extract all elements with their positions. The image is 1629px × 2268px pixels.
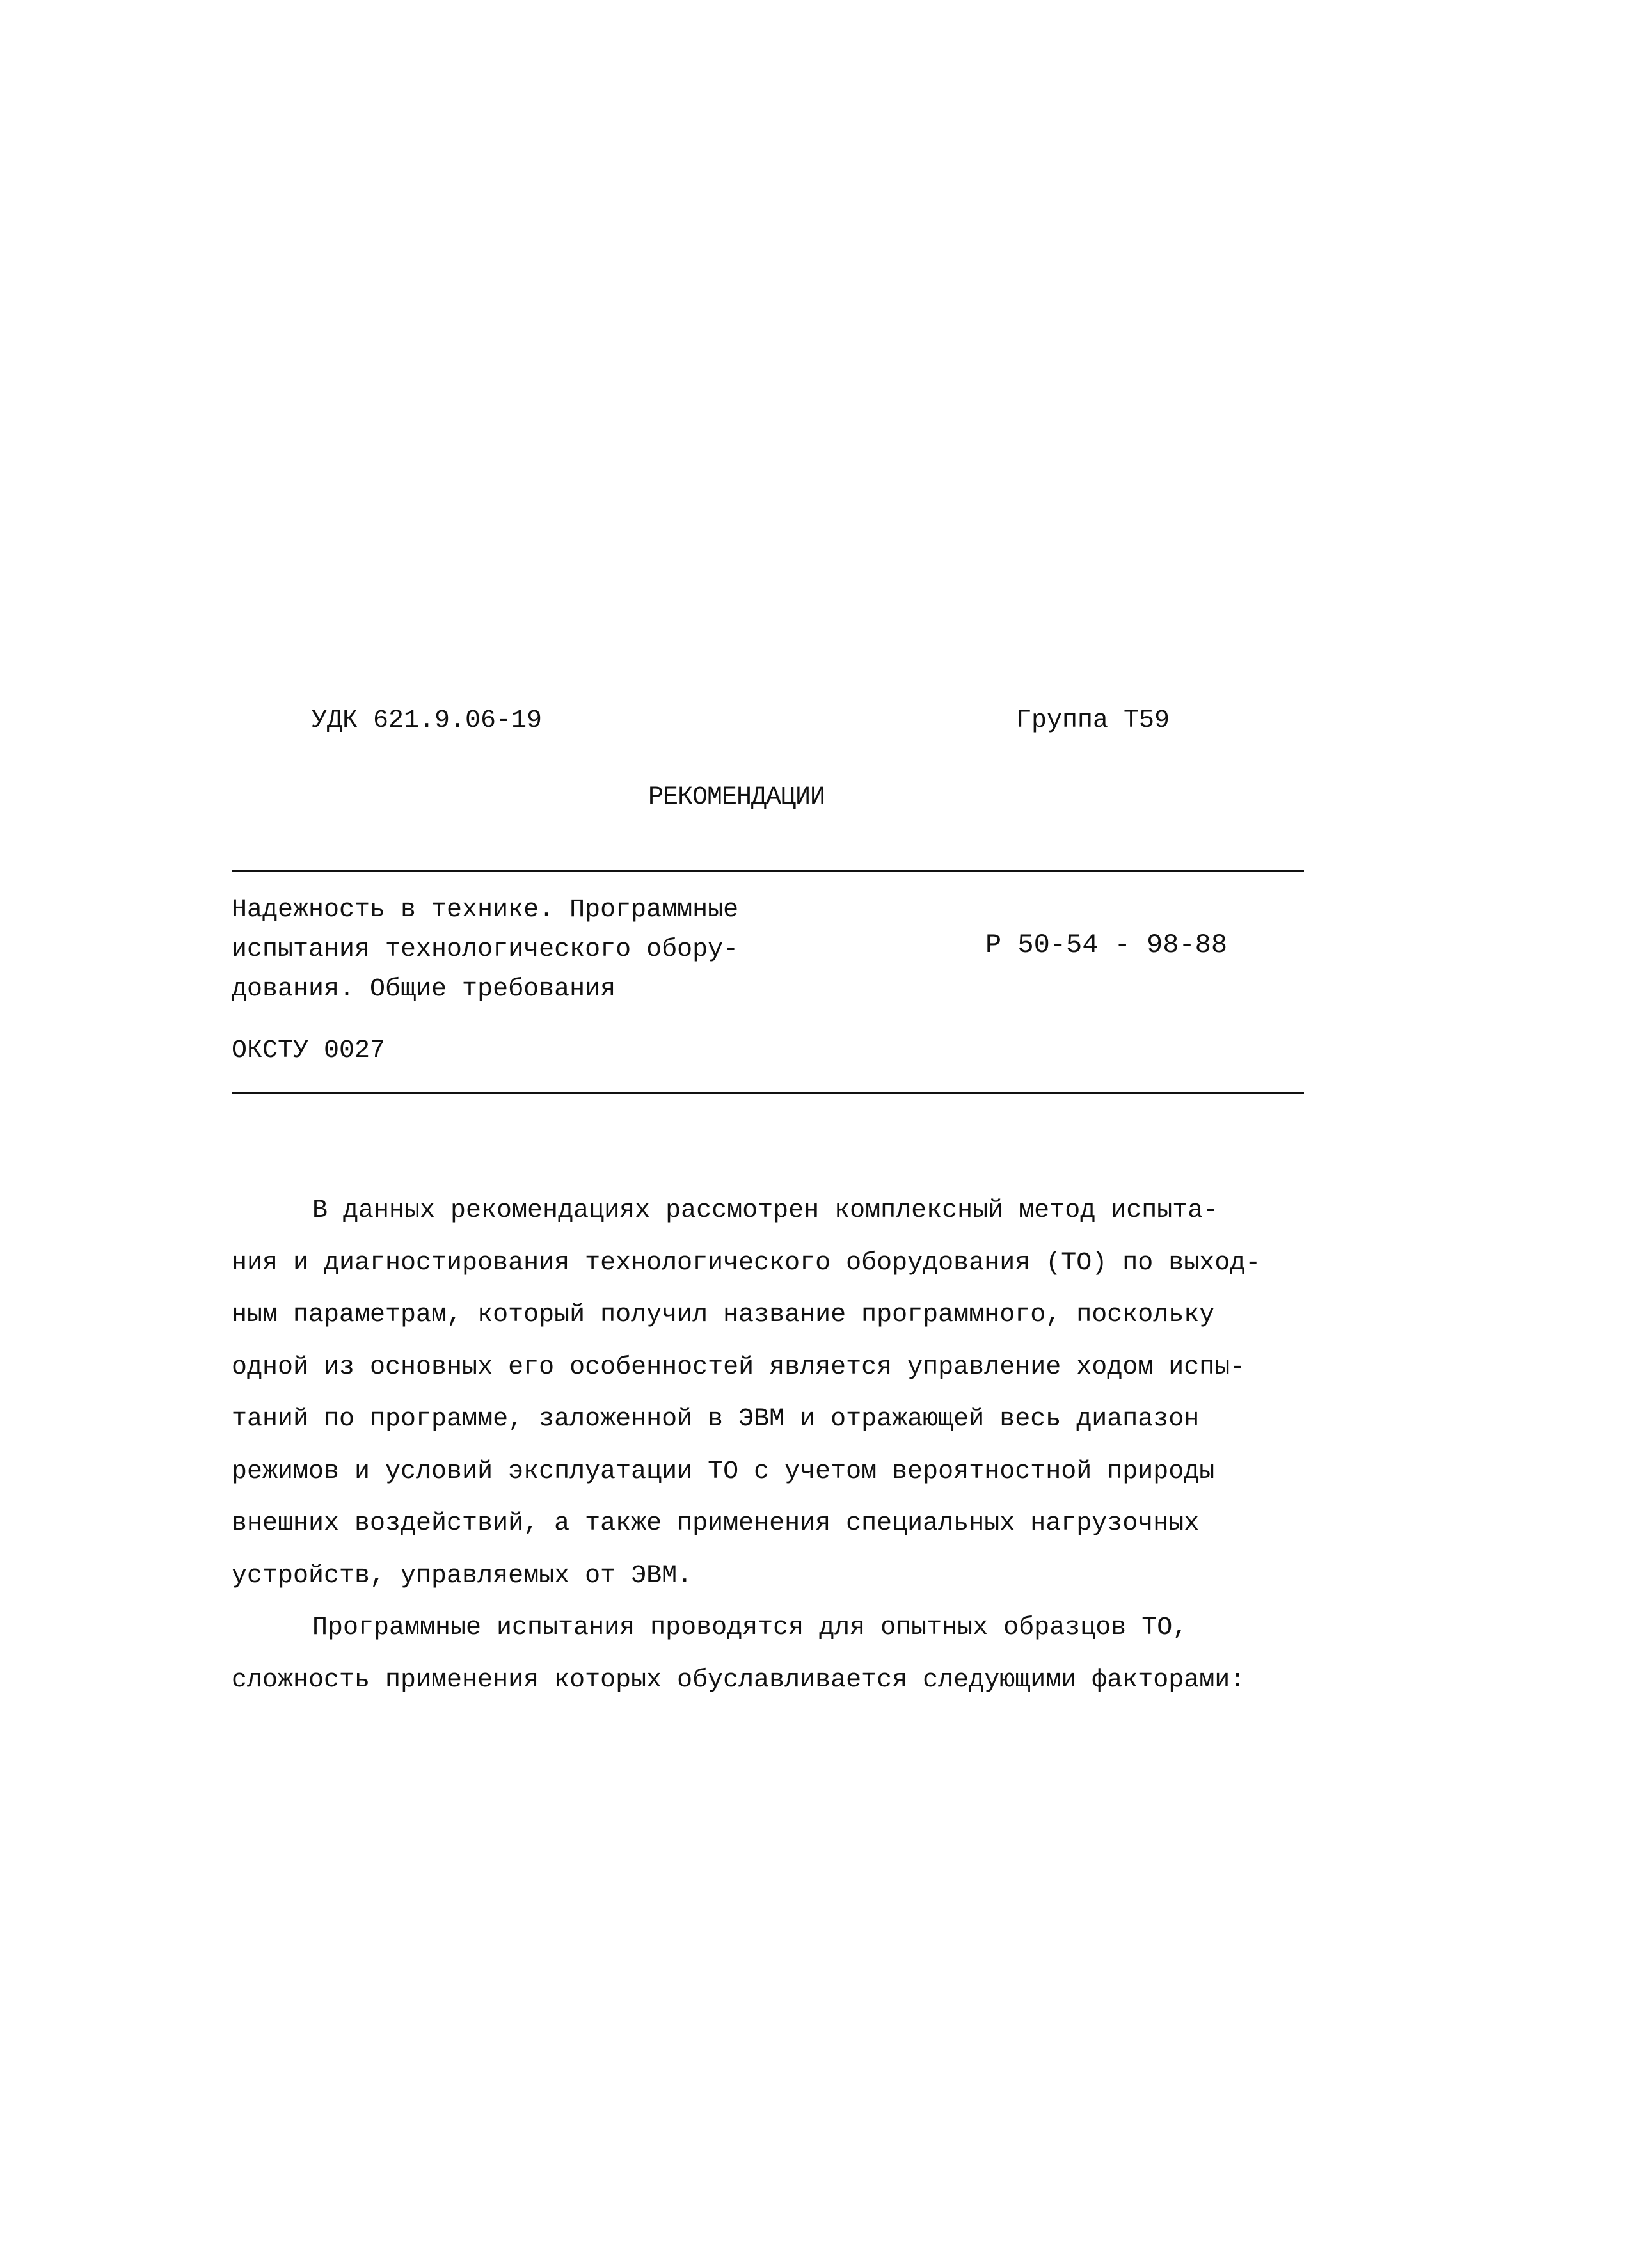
top-divider — [232, 870, 1304, 872]
paragraph-1-line: режимов и условий эксплуатации ТО с учетом вероятностной природы — [232, 1457, 1215, 1486]
paragraph-2-line: Программные испытания проводятся для опытных образцов ТО, — [312, 1614, 1188, 1642]
document-type-heading: РЕКОМЕНДАЦИИ — [648, 783, 825, 812]
group-code: Группа Т59 — [1016, 706, 1170, 735]
udk-code: УДК 621.9.06-19 — [312, 706, 543, 735]
bottom-divider — [232, 1092, 1304, 1094]
paragraph-1-line: устройств, управляемых от ЭВМ. — [232, 1561, 693, 1590]
paragraph-1-line: внешних воздействий, а также применения специальных нагрузочных — [232, 1509, 1200, 1538]
document-number: Р 50-54 - 98-88 — [985, 930, 1228, 960]
title-line: испытания технологического обору- — [232, 935, 739, 964]
paragraph-2-line: сложность применения которых обуславливается следующими факторами: — [232, 1665, 1246, 1695]
title-line: Надежность в технике. Программные — [232, 896, 739, 924]
paragraph-1-line: ния и диагностирования технологического оборудования (ТО) по выход- — [232, 1248, 1261, 1278]
body-text — [232, 1185, 1319, 1706]
paragraph-1-line: таний по программе, заложенной в ЭВМ и отражающей весь диапазон — [232, 1405, 1200, 1434]
paragraph-1-line: В данных рекомендациях рассмотрен комплексный метод испыта- — [312, 1196, 1219, 1225]
paragraph-1-line: ным параметрам, который получил название программного, поскольку — [232, 1301, 1215, 1329]
document-title — [232, 891, 807, 1010]
oksu-code: ОКСТУ 0027 — [232, 1036, 386, 1065]
paragraph-1-line: одной из основных его особенностей является управление ходом испы- — [232, 1352, 1246, 1382]
title-line: дования. Общие требования — [232, 975, 616, 1004]
